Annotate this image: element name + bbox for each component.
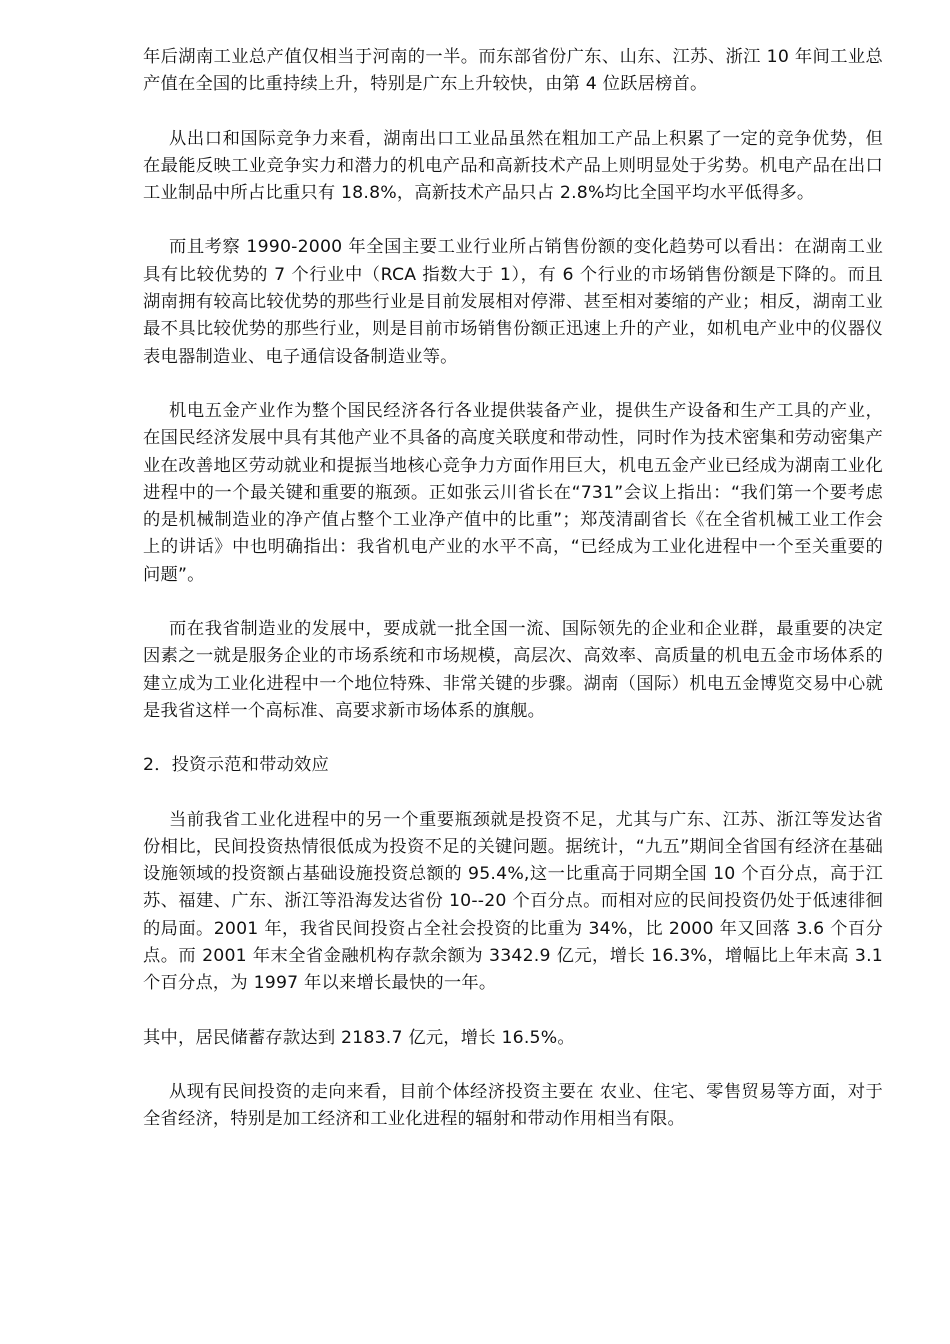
paragraph-market-system: 而在我省制造业的发展中，要成就一批全国一流、国际领先的企业和企业群，最重要的决定因素之一就是服务企业的市场系统和市场规模，高层次、高效率、高质量的机电五金市场体系的建立成为工业化进程中一个地位特殊、非常关键的步骤。湖南（国际）机电五金博览交易中心就是我省这样一个高标准、高要求新市场体系的旗舰。 [143,619,883,721]
paragraph-export-competitiveness: 从出口和国际竞争力来看，湖南出口工业品虽然在粗加工产品上积累了一定的竞争优势，但在最能反映工业竞争实力和潜力的机电产品和高新技术产品上则明显处于劣势。机电产品在出口工业制品中所占比重只有 18.8%，高新技术产品只占 2.8%均比全国平均水平低得多。 [143,128,883,204]
section-heading-investment: 2．投资示范和带动效应 [143,755,330,776]
paragraph-investment-shortage: 当前我省工业化进程中的另一个重要瓶颈就是投资不足，尤其与广东、江苏、浙江等发达省份相比，民间投资热情很低成为投资不足的关键问题。据统计，“九五”期间全省国有经济在基础设施领域的投资额占基础设施投资总额的 95.4%,这一比重高于同期全国 10 个百分点，高于江苏、福建、广东、浙江等沿海发达省份 10--20 个百分点。而相对应的民间投资仍处于低速徘徊的局面。2001 年，我省民间投资占全社会投资的比重为 34%，比 2000 年又回落 3.6 个百分点。而 2001 年末全省金融机构存款余额为 3342.9 亿元，增长 16.3%，增幅比上年末高 3.1 个百分点，为 1997 年以来增长最快的一年。 [143,809,883,994]
paragraph-savings-deposits: 其中，居民储蓄存款达到 2183.7 亿元，增长 16.5%。 [143,1027,575,1048]
paragraph-electromechanical-industry: 机电五金产业作为整个国民经济各行各业提供装备产业，提供生产设备和生产工具的产业，在国民经济发展中具有其他产业不具备的高度关联度和带动性，同时作为技术密集和劳动密集产业在改善地区劳动就业和提振当地核心竞争力方面作用巨大，机电五金产业已经成为湖南工业化进程中的一个最关键和重要的瓶颈。正如张云川省长在“731”会议上指出：“我们第一个要考虑的是机械制造业的净产值占整个工业净产值中的比重”；郑茂清副省长《在全省机械工业工作会上的讲话》中也明确指出：我省机电产业的水平不高，“已经成为工业化进程中一个至关重要的问题”。 [143,400,883,585]
paragraph-industry-sales-share-trend: 而且考察 1990-2000 年全国主要工业行业所占销售份额的变化趋势可以看出：在湖南工业具有比较优势的 7 个行业中（RCA 指数大于 1），有 6 个行业的市场销售份额是下降的。而且湖南拥有较高比较优势的那些行业是目前发展相对停滞、甚至相对萎缩的产业；相反，湖南工业最不具比较优势的那些行业，则是目前市场销售份额正迅速上升的产业，如机电产业中的仪器仪表电器制造业、电子通信设备制造业等。 [143,237,883,367]
document-body [143,44,883,1161]
paragraph-private-investment-direction: 从现有民间投资的走向来看，目前个体经济投资主要在 农业、住宅、零售贸易等方面，对于全省经济，特别是加工经济和工业化进程的辐射和带动作用相当有限。 [143,1081,883,1130]
paragraph-industrial-output-comparison: 年后湖南工业总产值仅相当于河南的一半。而东部省份广东、山东、江苏、浙江 10 年间工业总产值在全国的比重持续上升，特别是广东上升较快，由第 4 位跃居榜首。 [143,47,883,95]
